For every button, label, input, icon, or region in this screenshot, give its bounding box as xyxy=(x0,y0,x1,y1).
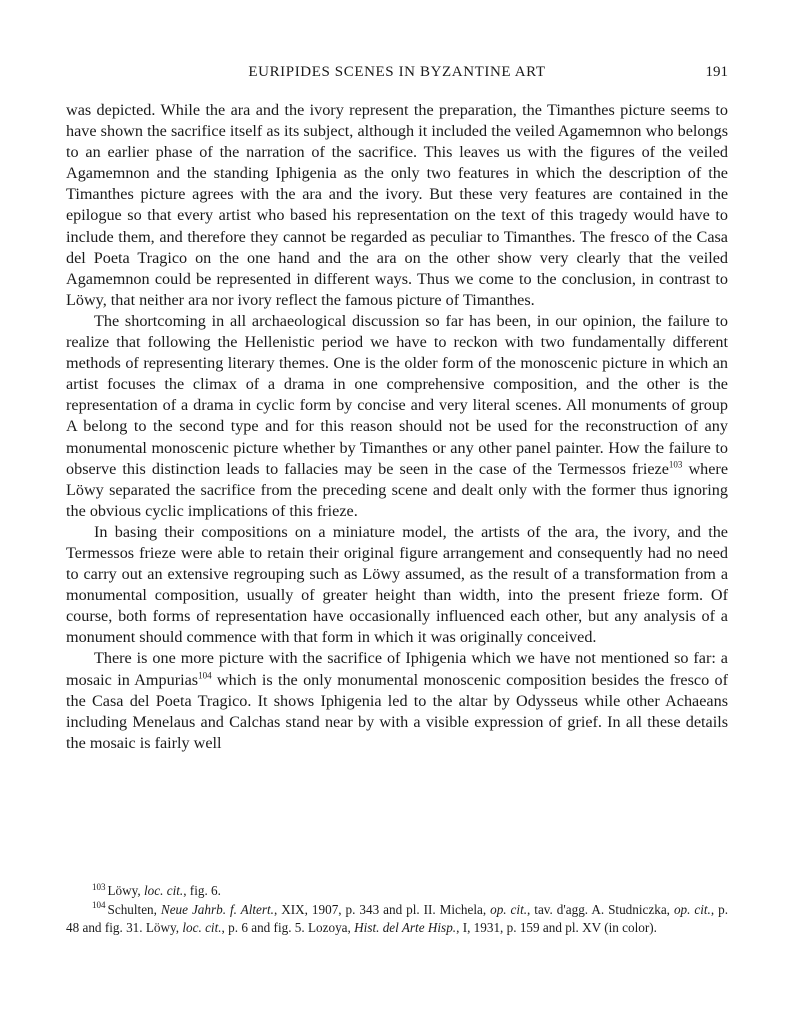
footnote-citation: loc. cit. xyxy=(182,920,222,935)
running-title: EURIPIDES SCENES IN BYZANTINE ART xyxy=(248,64,546,80)
footnote-104 xyxy=(66,901,728,938)
footnote-text: , I, 1931, p. 159 and pl. XV (in color). xyxy=(456,920,657,935)
footnote-text: , tav. d'agg. A. Studniczka, xyxy=(527,901,674,917)
footnote-citation: loc. cit. xyxy=(144,883,184,898)
footnote-ref-104[interactable]: 104 xyxy=(198,670,212,681)
paragraph-2 xyxy=(66,311,728,522)
running-head xyxy=(66,62,728,86)
paragraph-4-text-b: which is the only monumental monoscenic composition besides the fresco of the Casa del Poeta Tragico. It shows Iphigenia led to the altar by Odysseus while other Achaeans including Menelaus and Calchas stand near by with a visible expression of grief. In all these details the mosaic is fairly well xyxy=(66,670,728,752)
footnote-citation: op. cit. xyxy=(673,901,711,917)
paragraph-4-text-a: There is one more picture with the sacrifice of Iphigenia which we have not mentioned so far: a mosaic in Ampurias xyxy=(66,649,728,689)
footnote-citation: Neue Jahrb. f. Altert. xyxy=(160,901,274,917)
body-text xyxy=(66,100,728,754)
footnote-text: , p. 48 and fig. 31. Löwy, xyxy=(66,901,728,935)
footnote-103 xyxy=(66,882,728,901)
paragraph-2-text-a: The shortcoming in all archaeological discussion so far has been, in our opinion, the failure to realize that following the Hellenistic period we have to reckon with two fundamentally different methods of representing literary themes. One is the older form of the monoscenic picture in which an artist focuses the climax of a drama in one comprehensive composition, and the other is the representation of a drama in cyclic form by concise and very literal scenes. All monuments of group A belong to the second type and for this reason should not be used for the reconstruction of any monumental monoscenic picture whether by Timanthes or any other panel painter. How the failure to observe this distinction leads to fallacies may be seen in the case of the Termessos frieze xyxy=(66,311,728,478)
footnote-number: 103 xyxy=(92,881,106,892)
footnote-citation: op. cit. xyxy=(490,901,528,917)
paragraph-3: In basing their compositions on a miniature model, the artists of the ara, the ivory, and the Termessos frieze were able to retain their original figure arrangement and consequently had no need to carry out an extensive regrouping such as Löwy assumed, as the result of a transformation from a monumental composition, usually of greater height than width, into the present frieze form. Of course, both forms of representation have occasionally influenced each other, but any analysis of a monument should commence with that form in which it was originally conceived. xyxy=(66,522,728,647)
footnote-ref-103[interactable]: 103 xyxy=(668,459,683,470)
footnote-text: Schulten, xyxy=(107,901,161,917)
footnote-text: , XIX, 1907, p. 343 and pl. II. Michela, xyxy=(273,901,491,917)
paragraph-2-text-b: where Löwy separated the sacrifice from the preceding scene and dealt only with the former thus ignoring the obvious cyclic implications of this frieze. xyxy=(66,459,729,520)
paragraph-1: was depicted. While the ara and the ivory represent the preparation, the Timanthes picture seems to have shown the sacrifice itself as its subject, although it included the veiled Agamemnon who belongs to an earlier phase of the narration of the sacrifice. This leaves us with the figures of the veiled Agamemnon and the standing Iphigenia as the only two features in which the description of the Timanthes picture agrees with the ara and the ivory. But these very features are contained in the epilogue so that every artist who based his representation on the text of this tragedy would have to include them, and therefore they cannot be regarded as peculiar to Timanthes. The fresco of the Casa del Poeta Tragico on the one hand and the ara on the other show very clearly that the veiled Agamemnon could be represented in different ways. Thus we come to the conclusion, in contrast to Löwy, that neither ara nor ivory reflect the famous picture of Timanthes. xyxy=(66,101,728,309)
footnotes xyxy=(66,882,728,938)
footnote-number: 104 xyxy=(92,900,106,911)
footnote-text: Löwy, xyxy=(107,883,145,898)
footnote-citation: Hist. del Arte Hisp. xyxy=(354,920,457,935)
paragraph-4 xyxy=(66,648,728,753)
footnote-text: , fig. 6. xyxy=(183,883,221,898)
page-number: 191 xyxy=(705,64,728,80)
footnote-text: , p. 6 and fig. 5. Lozoya, xyxy=(221,920,355,935)
